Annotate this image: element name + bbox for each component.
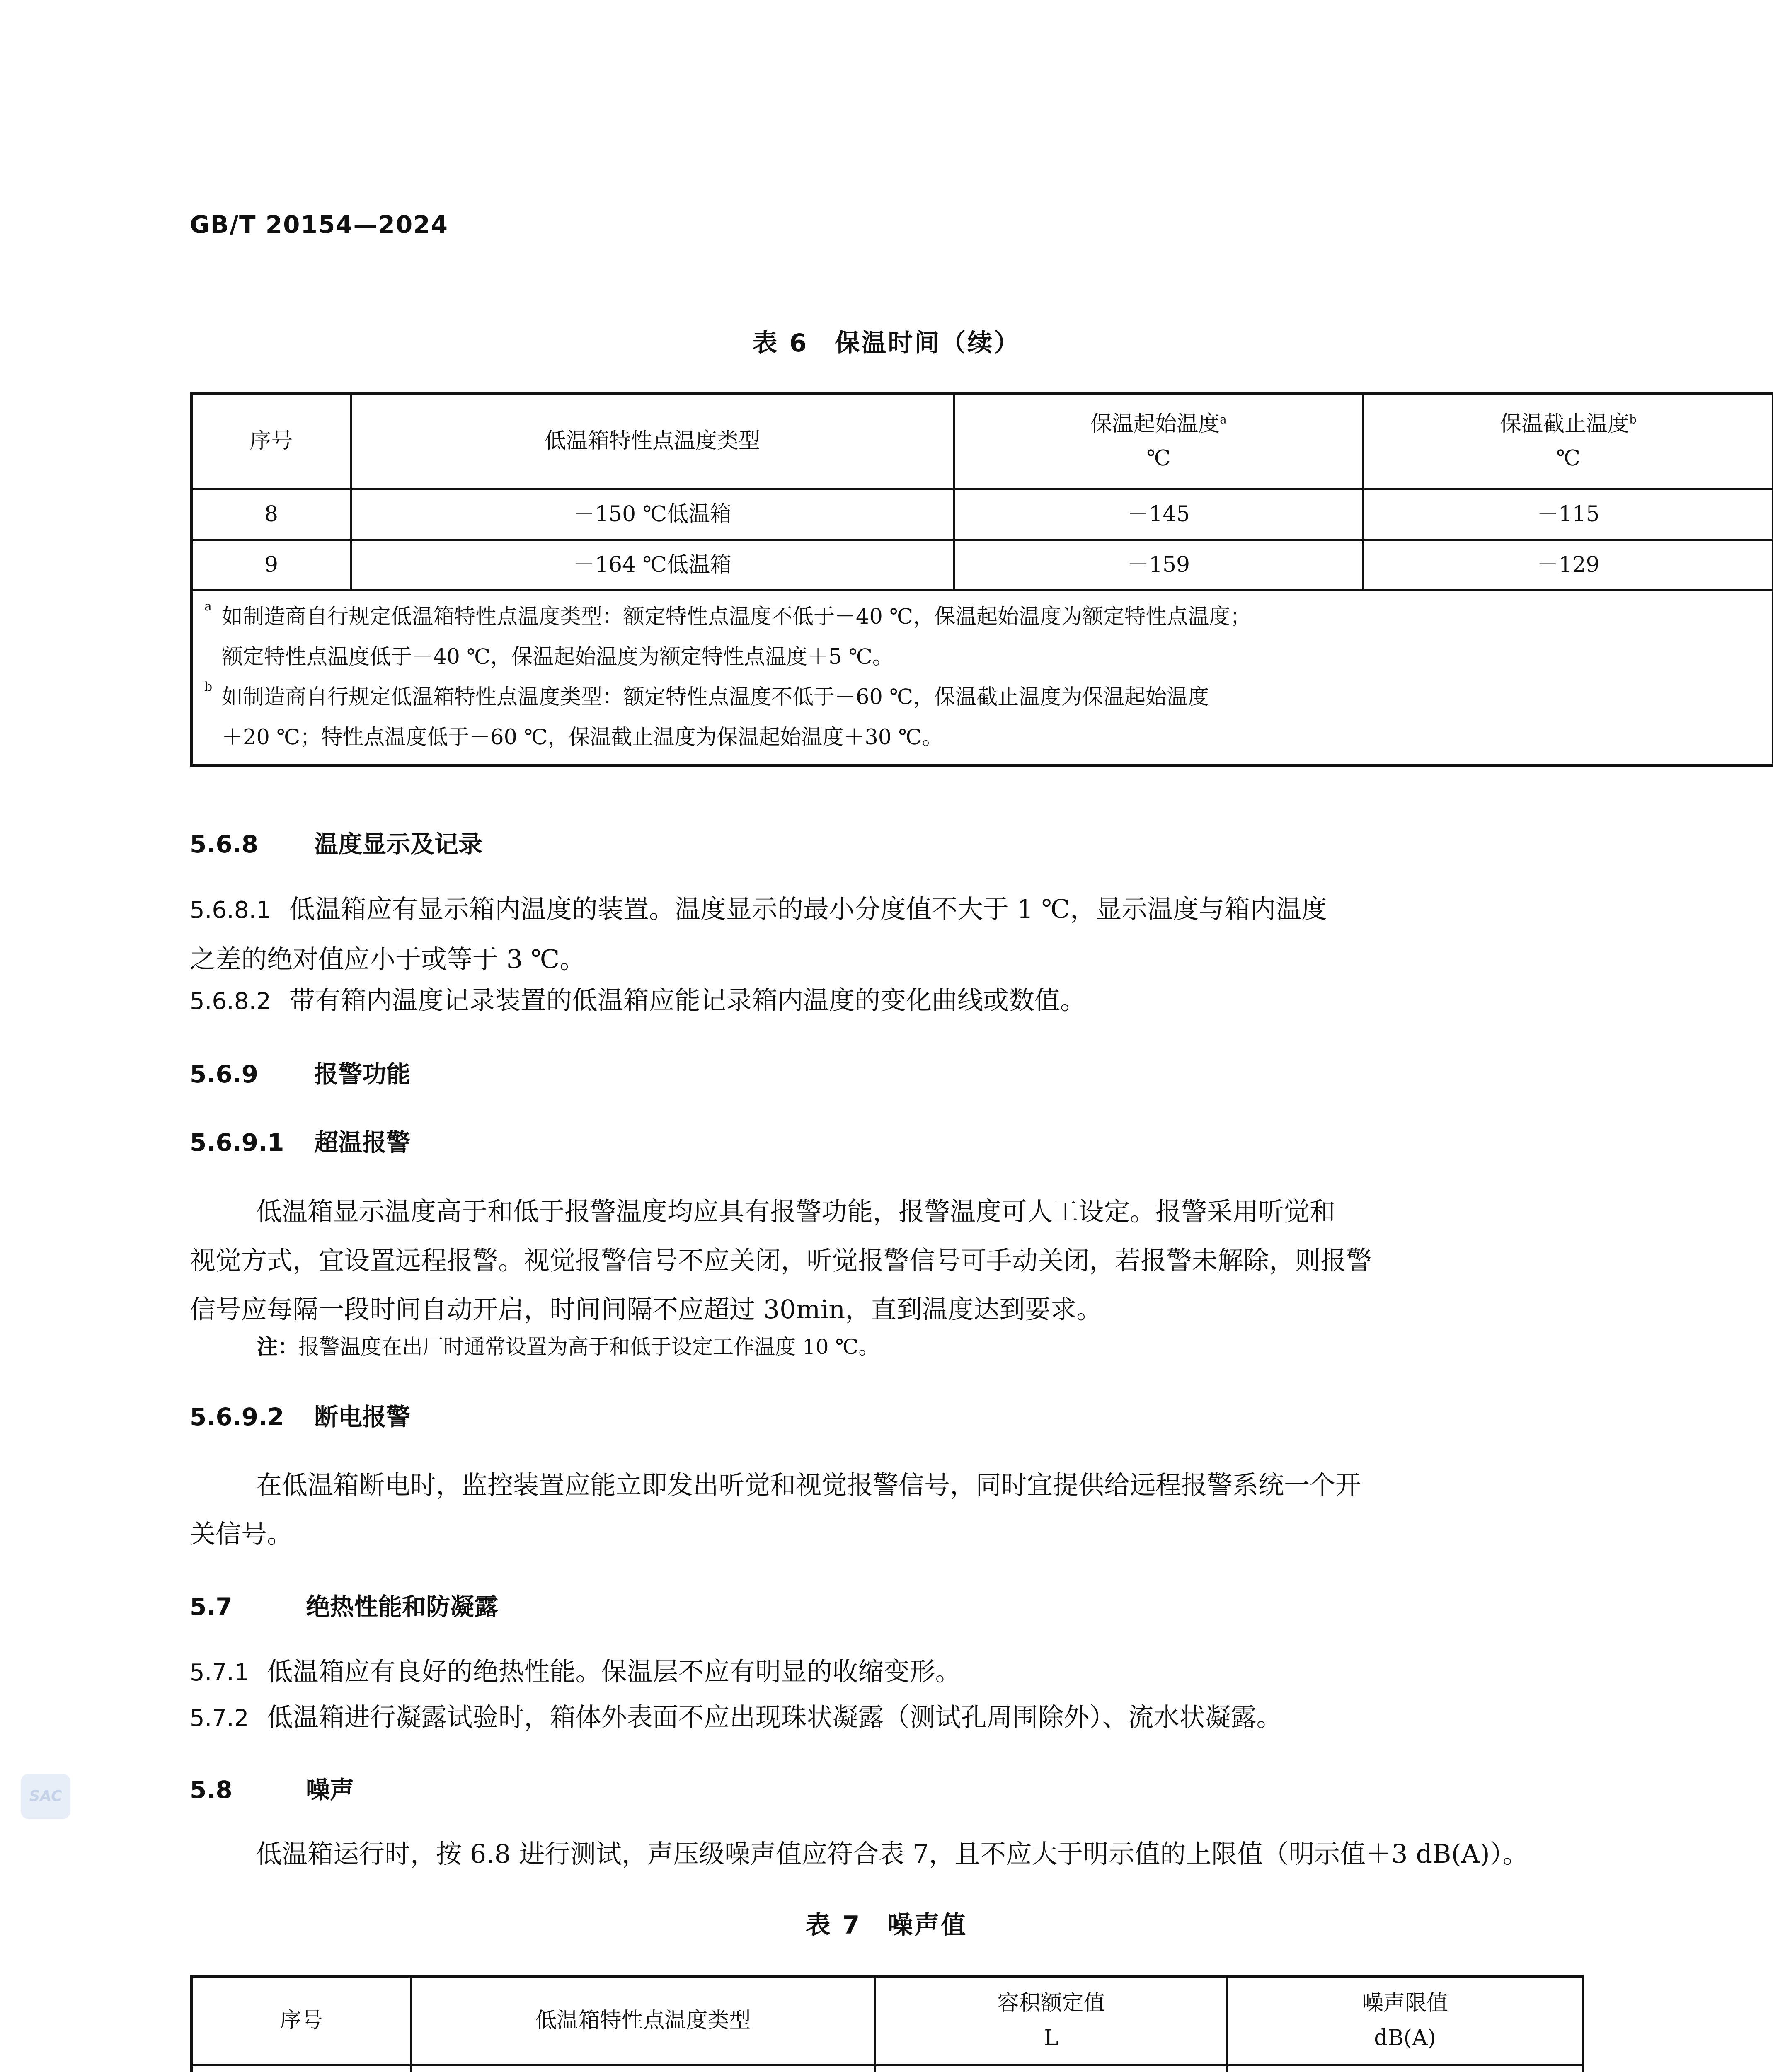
clause-number: 5.6.8.1	[190, 897, 271, 924]
table7-header-type: 低温箱特性点温度类型	[411, 1976, 875, 2065]
footnote-a-line1: 如制造商自行规定低温箱特性点温度类型：额定特性点温度不低于－40 ℃，保温起始温度为额定特性点温度；	[222, 605, 1252, 629]
table6-cell-seq: 9	[191, 540, 351, 591]
table6-header-start-unit: ℃	[1146, 446, 1171, 471]
clause-5-6-9-1-body	[190, 1187, 1582, 1334]
section-5-6-8-heading	[190, 825, 482, 859]
note-label: 注：	[257, 1335, 298, 1359]
footnote-b-mark: b	[204, 680, 213, 694]
table6-cell-start: －159	[954, 540, 1364, 591]
footnote-a-line2: 额定特性点温度低于－40 ℃，保温起始温度为额定特性点温度＋5 ℃。	[222, 645, 894, 670]
clause-number: 5.6.8.2	[190, 988, 271, 1015]
clause-text-line1: 在低温箱断电时，监控装置应能立即发出听觉和视觉报警信号，同时宜提供给远程报警系统一个开	[256, 1470, 1361, 1500]
clause-5-7-1	[190, 1647, 1582, 1697]
section-title: 绝热性能和防凝露	[306, 1593, 499, 1621]
section-number: 5.7	[190, 1593, 233, 1621]
table6-cell-type: －164 ℃低温箱	[351, 540, 954, 591]
table6-footnotes-row	[191, 591, 1773, 765]
table7	[190, 1975, 1584, 2072]
table6-header-start-label: 保温起始温度	[1090, 411, 1220, 436]
table7-header-seq: 序号	[191, 1976, 411, 2065]
section-5-6-9-heading	[190, 1055, 410, 1089]
clause-text-line2: 视觉方式，宜设置远程报警。视觉报警信号不应关闭，听觉报警信号可手动关闭，若报警未解除，则报警	[190, 1245, 1372, 1276]
clause-text-line3: 信号应每隔一段时间自动开启，时间间隔不应超过 30min，直到温度达到要求。	[190, 1294, 1102, 1324]
section-title: 噪声	[306, 1776, 354, 1804]
sac-watermark-logo: SAC	[21, 1774, 70, 1819]
section-5-8-heading	[190, 1770, 354, 1805]
table7-header-volume-label: 容积额定值	[997, 1991, 1105, 2016]
table6-header-end	[1364, 393, 1773, 489]
clause-5-6-9-2-body	[190, 1461, 1582, 1559]
table6-header-start	[954, 393, 1364, 489]
table7-header-volume	[875, 1976, 1228, 2065]
table-row	[191, 489, 1773, 540]
clause-number: 5.7.1	[190, 1659, 249, 1686]
table6-cell-seq: 8	[191, 489, 351, 540]
section-title: 超温报警	[314, 1128, 411, 1157]
section-5-6-9-1-heading	[190, 1123, 410, 1158]
table7-header-row	[191, 1976, 1583, 2065]
clause-text: 低温箱进行凝露试验时，箱体外表面不应出现珠状凝露（测试孔周围除外）、流水状凝露。	[267, 1702, 1282, 1732]
table6-cell-type: －150 ℃低温箱	[351, 489, 954, 540]
clause-text: 低温箱应有良好的绝热性能。保温层不应有明显的收缩变形。	[267, 1656, 961, 1687]
footnote-mark-b: b	[1629, 412, 1637, 426]
table7-header-noise-label: 噪声限值	[1361, 1991, 1448, 2016]
clause-text-line1: 低温箱应有显示箱内温度的装置。温度显示的最小分度值不大于 1 ℃，显示温度与箱内温度	[289, 894, 1327, 924]
footnote-b-line2: ＋20 ℃；特性点温度低于－60 ℃，保温截止温度为保温起始温度＋30 ℃。	[222, 725, 943, 750]
table7-cell-seq	[191, 2065, 411, 2072]
section-number: 5.6.9.2	[190, 1403, 284, 1431]
table6-header-end-unit: ℃	[1556, 446, 1581, 471]
table6-cell-start: －145	[954, 489, 1364, 540]
table7-caption: 表 7 噪声值	[805, 1911, 968, 1940]
footnote-b-line1: 如制造商自行规定低温箱特性点温度类型：额定特性点温度不低于－60 ℃，保温截止温度为保温起始温度	[222, 685, 1209, 709]
table6-header-end-label: 保温截止温度	[1500, 411, 1630, 436]
section-title: 报警功能	[314, 1060, 411, 1088]
section-number: 5.8	[190, 1776, 233, 1804]
table-row	[191, 540, 1773, 591]
note	[257, 1330, 879, 1360]
section-number: 5.6.9.1	[190, 1128, 284, 1157]
table7-cell-type-group	[411, 2065, 875, 2072]
section-title: 断电报警	[314, 1403, 411, 1431]
section-5-7-heading	[190, 1587, 498, 1622]
table6-cell-end: －115	[1364, 489, 1773, 540]
table6-footnotes	[191, 591, 1773, 765]
standard-number: GB/T 20154—2024	[190, 211, 448, 239]
clause-text-line1: 低温箱显示温度高于和低于报警温度均应具有报警功能，报警温度可人工设定。报警采用听觉和	[256, 1196, 1336, 1227]
clause-text: 低温箱运行时，按 6.8 进行测试，声压级噪声值应符合表 7，且不应大于明示值的上限值（明示值＋3 dB(A)）。	[256, 1839, 1528, 1869]
table6-caption: 表 6 保温时间（续）	[752, 329, 1021, 358]
section-title: 温度显示及记录	[314, 830, 483, 858]
table6-header-seq: 序号	[191, 393, 351, 489]
table7-header-noise-unit: dB(A)	[1374, 2025, 1436, 2050]
section-number: 5.6.9	[190, 1060, 259, 1088]
clause-text: 带有箱内温度记录装置的低温箱应能记录箱内温度的变化曲线或数值。	[289, 985, 1086, 1015]
table7-header-noise	[1228, 1976, 1583, 2065]
section-5-6-9-2-heading	[190, 1397, 410, 1432]
clause-text-line2: 之差的绝对值应小于或等于 3 ℃。	[190, 944, 586, 974]
table7-cell-noise	[1228, 2065, 1583, 2072]
table7-cell-volume	[875, 2065, 1228, 2072]
clause-number: 5.7.2	[190, 1705, 249, 1732]
table6-cell-end: －129	[1364, 540, 1773, 591]
note-text: 报警温度在出厂时通常设置为高于和低于设定工作温度 10 ℃。	[298, 1335, 879, 1359]
clause-text-line2: 关信号。	[190, 1519, 293, 1549]
table6-header-row	[191, 393, 1773, 489]
clause-5-6-8-1	[190, 885, 1582, 984]
section-number: 5.6.8	[190, 830, 259, 858]
clause-5-8-body	[190, 1830, 1582, 1878]
table6	[190, 392, 1773, 767]
table-row	[191, 2065, 1583, 2072]
table6-header-type: 低温箱特性点温度类型	[351, 393, 954, 489]
clause-5-7-2	[190, 1693, 1582, 1743]
footnote-mark-a: a	[1220, 412, 1227, 426]
clause-5-6-8-2	[190, 976, 1582, 1026]
footnote-a	[204, 597, 1760, 678]
table7-header-volume-unit: L	[1044, 2025, 1058, 2050]
footnote-a-mark: a	[204, 599, 212, 614]
footnote-b	[204, 678, 1760, 758]
